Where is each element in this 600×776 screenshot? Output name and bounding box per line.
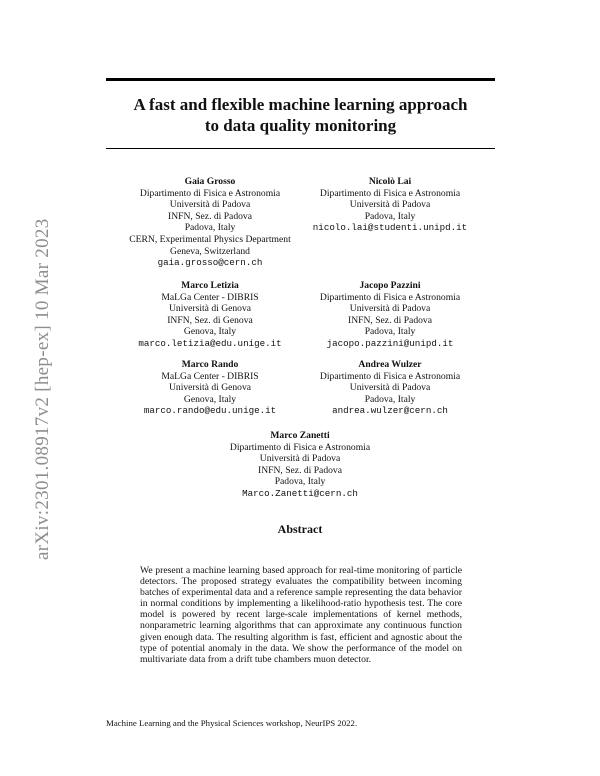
author-email[interactable]: Marco.Zanetti@cern.ch bbox=[242, 487, 358, 499]
author-affiliation: INFN, Sez. di Padova bbox=[348, 314, 432, 326]
author-affiliation: MaLGa Center - DIBRIS bbox=[161, 291, 259, 303]
paper-title bbox=[106, 94, 495, 136]
title-line-2: to data quality monitoring bbox=[204, 116, 397, 135]
author-block bbox=[300, 176, 480, 234]
author-affiliation: INFN, Sez. di Padova bbox=[168, 210, 252, 222]
author-name: Andrea Wulzer bbox=[358, 359, 422, 370]
author-block bbox=[120, 176, 300, 269]
author-email[interactable]: marco.letizia@edu.unige.it bbox=[138, 337, 282, 349]
author-email[interactable]: andrea.wulzer@cern.ch bbox=[332, 405, 448, 417]
author-affiliation: Padova, Italy bbox=[184, 222, 236, 234]
author-email[interactable]: jacopo.pazzini@unipd.it bbox=[326, 337, 454, 349]
footnote: Machine Learning and the Physical Sciences workshop, NeurIPS 2022. bbox=[106, 718, 358, 728]
arxiv-identifier: arXiv:2301.08917v2 [hep-ex] 10 Mar 2023 bbox=[32, 218, 53, 560]
author-affiliation: Geneva, Switzerland bbox=[170, 245, 250, 257]
author-name: Nicolò Lai bbox=[368, 176, 412, 187]
author-affiliation: INFN, Sez. di Genova bbox=[167, 314, 253, 326]
author-affiliation: CERN, Experimental Physics Department bbox=[129, 233, 291, 245]
author-block bbox=[120, 280, 300, 350]
author-affiliation: Dipartimento di Fisica e Astronomia bbox=[139, 187, 281, 199]
author-affiliation: MaLGa Center - DIBRIS bbox=[161, 370, 259, 382]
author-affiliation: Dipartimento di Fisica e Astronomia bbox=[229, 441, 371, 453]
author-name: Marco Zanetti bbox=[270, 430, 330, 441]
author-affiliation: Università di Padova bbox=[169, 199, 251, 211]
author-affiliation: Padova, Italy bbox=[364, 393, 416, 405]
author-email[interactable]: nicolo.lai@studenti.unipd.it bbox=[312, 222, 468, 234]
author-block bbox=[120, 359, 300, 417]
author-affiliation: INFN, Sez. di Padova bbox=[258, 464, 342, 476]
author-name: Jacopo Pazzini bbox=[359, 280, 421, 291]
author-affiliation: Università di Padova bbox=[349, 303, 431, 315]
author-affiliation: Università di Genova bbox=[168, 303, 252, 315]
author-name: Gaia Grosso bbox=[184, 176, 236, 187]
author-affiliation: Padova, Italy bbox=[364, 210, 416, 222]
title-line-1: A fast and flexible machine learning approach bbox=[133, 95, 468, 114]
author-affiliation: Padova, Italy bbox=[364, 326, 416, 338]
author-block bbox=[300, 280, 480, 350]
author-affiliation: Dipartimento di Fisica e Astronomia bbox=[319, 291, 461, 303]
author-affiliation: Dipartimento di Fisica e Astronomia bbox=[319, 370, 461, 382]
author-email[interactable]: marco.rando@edu.unige.it bbox=[143, 405, 277, 417]
author-name: Marco Letizia bbox=[181, 280, 239, 291]
title-top-rule bbox=[106, 78, 495, 81]
author-affiliation: Università di Padova bbox=[349, 382, 431, 394]
author-block bbox=[210, 430, 390, 500]
author-affiliation: Genova, Italy bbox=[183, 326, 237, 338]
author-affiliation: Padova, Italy bbox=[274, 476, 326, 488]
abstract-heading: Abstract bbox=[277, 522, 323, 536]
author-affiliation: Università di Padova bbox=[259, 453, 341, 465]
author-affiliation: Università di Genova bbox=[168, 382, 252, 394]
author-name: Marco Rando bbox=[181, 359, 239, 370]
author-block bbox=[300, 359, 480, 417]
title-bottom-rule bbox=[106, 148, 495, 149]
author-affiliation: Genova, Italy bbox=[183, 393, 237, 405]
author-affiliation: Dipartimento di Fisica e Astronomia bbox=[319, 187, 461, 199]
author-email[interactable]: gaia.grosso@cern.ch bbox=[157, 257, 263, 269]
author-affiliation: Università di Padova bbox=[349, 199, 431, 211]
abstract-text: We present a machine learning based approach for real-time monitoring of particle detectors. The proposed strategy evaluates the compatibility between incoming batches of experimental data and a reference sample representing the data behavior in normal conditions by implementing a likelihood-ratio hypothesis test. The core model is powered by recent large-scale implementations of kernel methods, nonparametric learning algorithms that can approximate any continuous function given enough data. The resulting algorithm is fast, efficient and agnostic about the type of potential anomaly in the data. We show the performance of the model on multivariate data from a drift tube chambers muon detector. bbox=[140, 565, 462, 665]
